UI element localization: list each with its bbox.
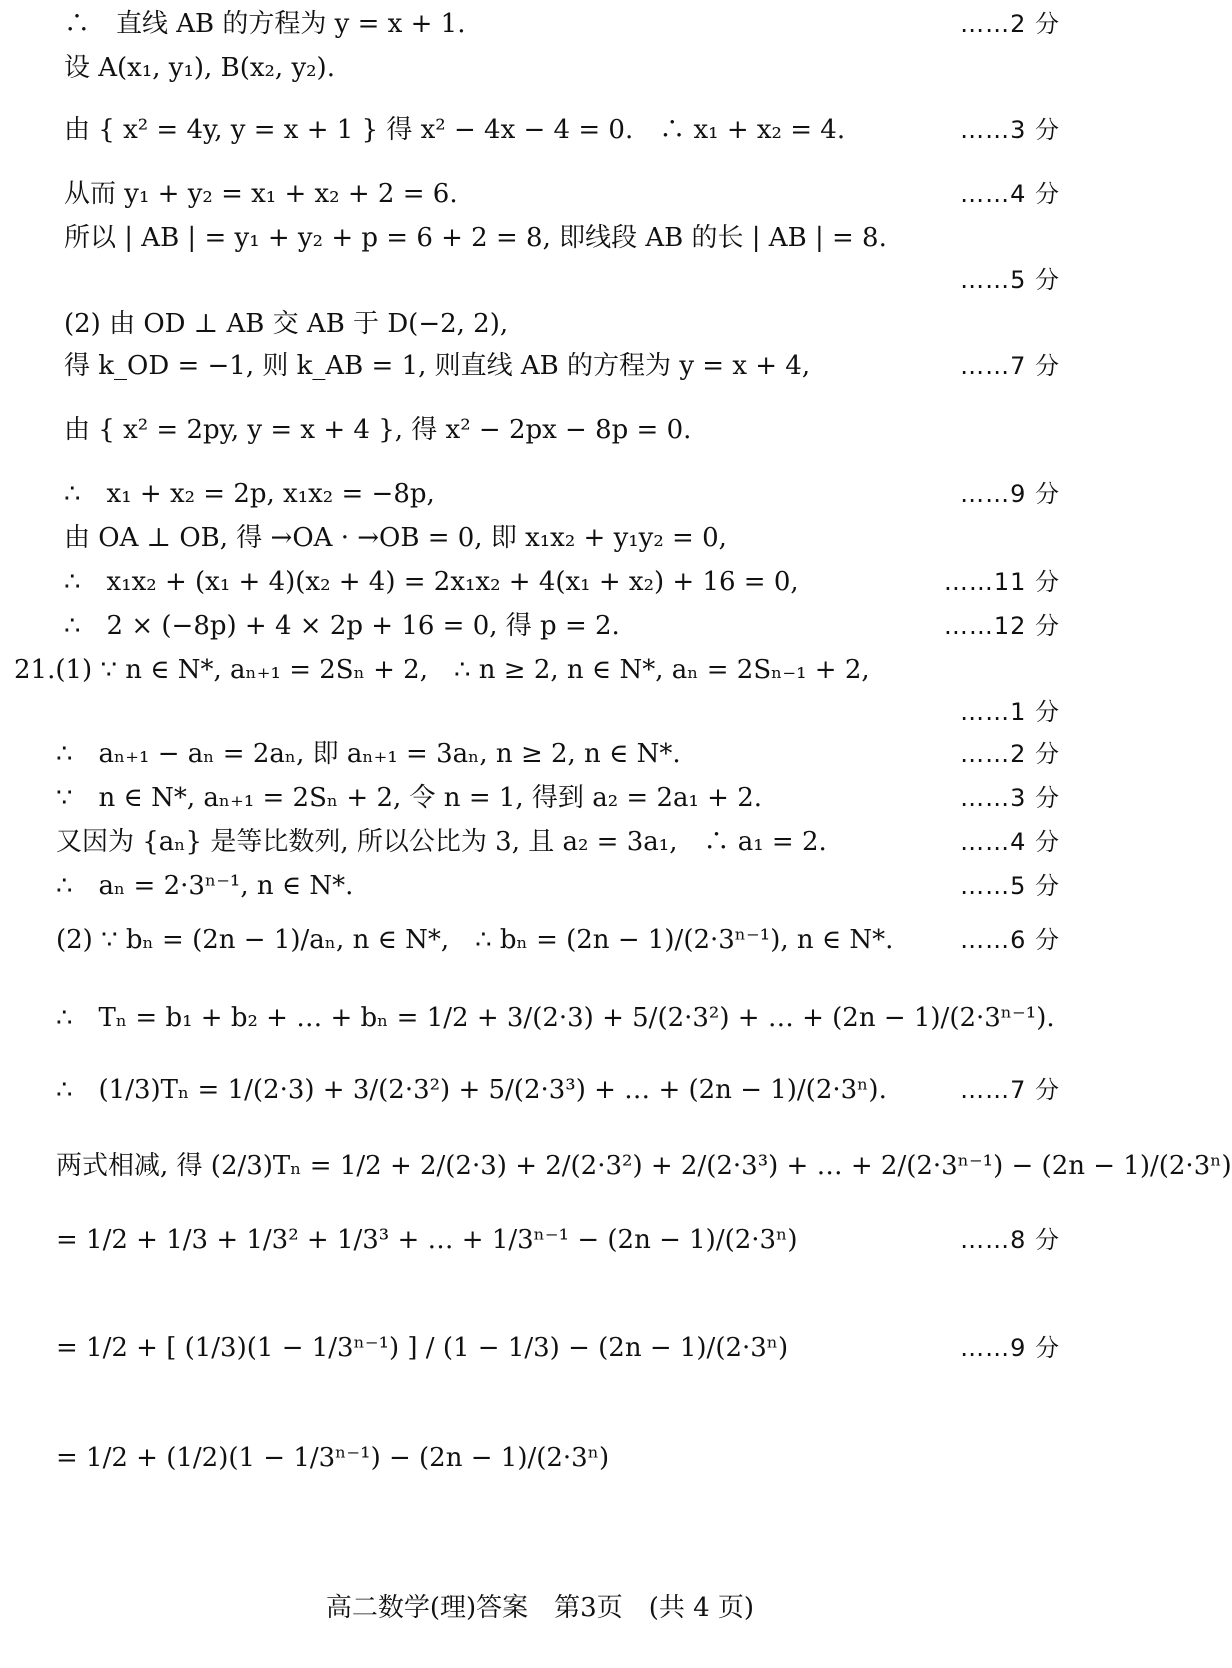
math-text: 所以 | AB | = y₁ + y₂ + p = 6 + 2 = 8, 即线段 AB 的长 | AB | = 8. xyxy=(64,223,887,253)
math-text: ∴ x₁x₂ + (x₁ + 4)(x₂ + 4) = 2x₁x₂ + 4(x₁ + x₂) + 16 = 0, xyxy=(64,567,799,597)
score-label: ……2 分 xyxy=(960,10,1060,38)
page-footer: 高二数学(理)答案 第3页 (共 4 页) xyxy=(325,1593,755,1623)
score-label: ……7 分 xyxy=(960,1076,1060,1104)
math-text: ∴ 直线 AB 的方程为 y = x + 1. xyxy=(64,9,466,39)
score-label: ……5 分 xyxy=(960,266,1060,294)
score-label: ……6 分 xyxy=(960,926,1060,954)
math-text: ∵ n ∈ N*, aₙ₊₁ = 2Sₙ + 2, 令 n = 1, 得到 a₂ = 2a₁ + 2. xyxy=(56,783,763,813)
score-label: ……8 分 xyxy=(960,1226,1060,1254)
math-text: = 1/2 + (1/2)(1 − 1/3ⁿ⁻¹) − (2n − 1)/(2·3ⁿ) xyxy=(56,1443,610,1473)
math-text: = 1/2 + 1/3 + 1/3² + 1/3³ + … + 1/3ⁿ⁻¹ − (2n − 1)/(2·3ⁿ) xyxy=(56,1225,798,1255)
math-text: 得 k_OD = −1, 则 k_AB = 1, 则直线 AB 的方程为 y = x + 4, xyxy=(64,351,811,381)
math-text: (2) ∵ bₙ = (2n − 1)/aₙ, n ∈ N*, ∴ bₙ = (2n − 1)/(2·3ⁿ⁻¹), n ∈ N*. xyxy=(56,925,894,955)
math-text: 从而 y₁ + y₂ = x₁ + x₂ + 2 = 6. xyxy=(64,179,458,209)
math-text: ∴ 2 × (−8p) + 4 × 2p + 16 = 0, 得 p = 2. xyxy=(64,611,620,641)
math-text: 21.(1) ∵ n ∈ N*, aₙ₊₁ = 2Sₙ + 2, ∴ n ≥ 2, n ∈ N*, aₙ = 2Sₙ₋₁ + 2, xyxy=(14,655,870,685)
math-text: (2) 由 OD ⊥ AB 交 AB 于 D(−2, 2), xyxy=(64,309,509,339)
math-text: = 1/2 + [ (1/3)(1 − 1/3ⁿ⁻¹) ] / (1 − 1/3) − (2n − 1)/(2·3ⁿ) xyxy=(56,1333,789,1363)
math-text: 由 OA ⊥ OB, 得 →OA · →OB = 0, 即 x₁x₂ + y₁y₂ = 0, xyxy=(64,523,727,553)
score-label: ……11 分 xyxy=(943,568,1060,596)
score-label: ……3 分 xyxy=(960,784,1060,812)
math-text: ∴ aₙ = 2·3ⁿ⁻¹, n ∈ N*. xyxy=(56,871,354,901)
score-label: ……5 分 xyxy=(960,872,1060,900)
score-label: ……4 分 xyxy=(960,180,1060,208)
math-text: 两式相减, 得 (2/3)Tₙ = 1/2 + 2/(2·3) + 2/(2·3²) + 2/(2·3³) + … + 2/(2·3ⁿ⁻¹) − (2n − 1)/(2·3ⁿ) xyxy=(56,1151,1232,1181)
score-label: ……9 分 xyxy=(960,480,1060,508)
score-label: ……3 分 xyxy=(960,116,1060,144)
math-text: ∴ Tₙ = b₁ + b₂ + … + bₙ = 1/2 + 3/(2·3) + 5/(2·3²) + … + (2n − 1)/(2·3ⁿ⁻¹). xyxy=(56,1003,1055,1033)
score-label: ……1 分 xyxy=(960,698,1060,726)
math-text: ∴ aₙ₊₁ − aₙ = 2aₙ, 即 aₙ₊₁ = 3aₙ, n ≥ 2, n ∈ N*. xyxy=(56,739,681,769)
score-label: ……2 分 xyxy=(960,740,1060,768)
score-label: ……12 分 xyxy=(943,612,1060,640)
math-text: 设 A(x₁, y₁), B(x₂, y₂). xyxy=(64,53,335,83)
math-text: ∴ x₁ + x₂ = 2p, x₁x₂ = −8p, xyxy=(64,479,435,509)
score-label: ……4 分 xyxy=(960,828,1060,856)
score-label: ……9 分 xyxy=(960,1334,1060,1362)
score-label: ……7 分 xyxy=(960,352,1060,380)
math-text: ∴ (1/3)Tₙ = 1/(2·3) + 3/(2·3²) + 5/(2·3³) + … + (2n − 1)/(2·3ⁿ). xyxy=(56,1075,887,1105)
math-text: 由 { x² = 4y, y = x + 1 } 得 x² − 4x − 4 = 0. ∴ x₁ + x₂ = 4. xyxy=(64,115,846,145)
math-text: 由 { x² = 2py, y = x + 4 }, 得 x² − 2px − 8p = 0. xyxy=(64,415,692,445)
math-text: 又因为 {aₙ} 是等比数列, 所以公比为 3, 且 a₂ = 3a₁, ∴ a₁ = 2. xyxy=(56,827,827,857)
